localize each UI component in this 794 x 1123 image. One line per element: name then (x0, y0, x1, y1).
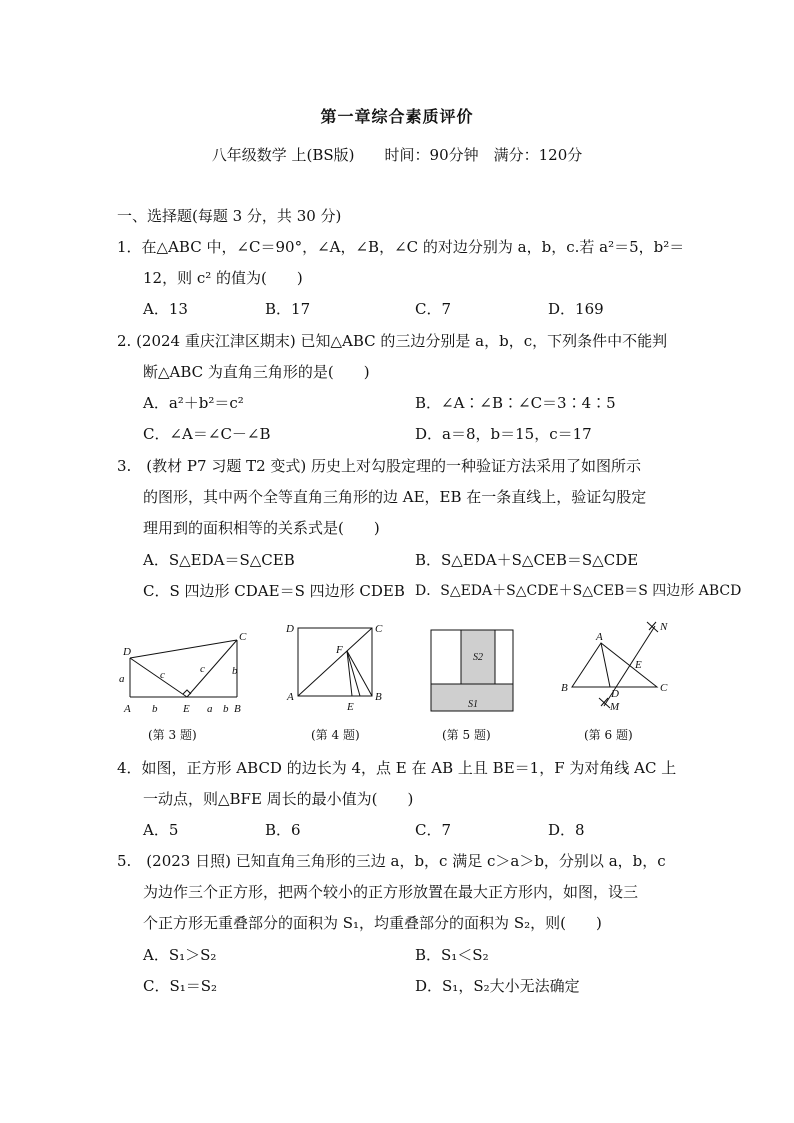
figure-5 (428, 627, 516, 717)
fig3-label-C: C (239, 631, 247, 643)
q2-option-d: D．a＝8，b＝15，c＝17 (415, 425, 592, 443)
q1-line1: 1．在△ABC 中，∠C＝90°，∠A，∠B，∠C 的对边分别为 a，b，c.若 a²＝5，b²＝ (117, 238, 685, 256)
figure-6-caption: (第 6 题) (584, 728, 633, 742)
q1-option-a: A．13 (143, 300, 188, 318)
fig4-label-A: A (287, 691, 294, 703)
fig3-side-ce (187, 640, 237, 697)
fig6-label-M: M (610, 701, 620, 713)
fig3-label-a-bottom: a (207, 703, 213, 715)
q4-line2: 一动点，则△BFE 周长的最小值为( ) (143, 790, 414, 808)
fig6-label-C: C (660, 682, 668, 694)
fig4-label-C: C (375, 623, 383, 635)
fig3-right-angle-mark (183, 690, 191, 694)
fig3-label-c-left: c (160, 669, 165, 681)
figure-4-caption: (第 4 题) (311, 728, 360, 742)
q5-option-d: D．S₁，S₂大小无法确定 (415, 977, 580, 995)
q3-line3: 理用到的面积相等的关系式是( ) (143, 519, 380, 537)
fig3-label-b-bottom-2: b (223, 703, 229, 715)
exam-info: 八年级数学 上(BS版) 时间：90分钟 满分：120分 (211, 146, 583, 164)
q5-option-b: B．S₁＜S₂ (415, 946, 489, 964)
figure-6 (555, 618, 680, 718)
q2-line1: 2. (2024 重庆江津区期末) 已知△ABC 的三边分别是 a，b，c，下列条件中不能判 (117, 332, 668, 350)
q3-option-c: C．S 四边形 CDAE＝S 四边形 CDEB (143, 582, 405, 600)
q2-option-c: C．∠A＝∠C－∠B (143, 425, 271, 443)
figure-5-diagram (428, 627, 516, 717)
section-heading: 一、选择题(每题 3 分，共 30 分) (117, 207, 342, 225)
fig3-label-A: A (124, 703, 131, 715)
fig6-label-B: B (561, 682, 568, 694)
q5-line3: 个正方形无重叠部分的面积为 S₁，均重叠部分的面积为 S₂，则( ) (143, 914, 602, 932)
q3-option-d: D．S△EDA＋S△CDE＋S△CEB＝S 四边形 ABCD (415, 583, 742, 599)
figure-3-caption: (第 3 题) (148, 728, 197, 742)
fig5-label-S1: S1 (468, 699, 478, 710)
q1-option-d: D．169 (548, 300, 604, 318)
q1-line2: 12，则 c² 的值为( ) (143, 269, 303, 287)
fig4-label-D: D (286, 623, 294, 635)
q2-line2: 断△ABC 为直角三角形的是( ) (143, 363, 370, 381)
fig4-segment-f-mid (347, 651, 360, 696)
q4-option-a: A．5 (143, 821, 179, 839)
figure-3-diagram (110, 628, 260, 718)
q5-option-a: A．S₁＞S₂ (143, 946, 217, 964)
fig3-label-b-bottom: b (152, 703, 158, 715)
q2-option-b: B．∠A∶∠B∶∠C＝3∶4∶5 (415, 394, 616, 412)
figure-3 (110, 628, 260, 718)
figure-4-diagram (280, 618, 390, 713)
fig3-label-b-right: b (232, 665, 238, 677)
q3-option-b: B．S△EDA＋S△CEB＝S△CDE (415, 551, 639, 569)
page-title: 第一章综合素质评价 (320, 107, 474, 126)
q1-option-c: C．7 (415, 300, 452, 318)
q4-option-c: C．7 (415, 821, 452, 839)
q5-line2: 为边作三个正方形，把两个较小的正方形放置在最大正方形内，如图，设三 (143, 883, 639, 901)
q3-line1: 3. (教材 P7 习题 T2 变式) 历史上对勾股定理的一种验证方法采用了如图所示 (117, 457, 642, 475)
fig6-triangle-abc (572, 643, 657, 687)
fig4-label-E: E (347, 701, 354, 713)
fig5-label-S2: S2 (473, 652, 483, 663)
fig6-label-A: A (596, 631, 603, 643)
q5-option-c: C．S₁＝S₂ (143, 977, 218, 995)
fig6-label-N: N (660, 621, 668, 633)
q4-option-d: D．8 (548, 821, 585, 839)
fig3-side-de (130, 658, 187, 697)
fig3-side-dc (130, 640, 237, 658)
fig6-label-E: E (635, 659, 642, 671)
fig3-label-c-right: c (200, 663, 205, 675)
fig4-diagonal-ac (298, 628, 372, 696)
fig4-label-F: F (336, 644, 343, 656)
fig3-label-a-left: a (119, 673, 125, 685)
fig4-label-B: B (375, 691, 382, 703)
fig3-label-D: D (123, 646, 131, 658)
q1-option-b: B．17 (265, 300, 311, 318)
fig6-label-D: D (611, 688, 619, 700)
fig3-label-B: B (234, 703, 241, 715)
q3-option-a: A．S△EDA＝S△CEB (143, 551, 295, 569)
q5-line1: 5. (2023 日照) 已知直角三角形的三边 a，b，c 满足 c＞a＞b，分别以 a，b，c (117, 852, 666, 870)
figure-4 (280, 618, 390, 713)
figure-5-caption: (第 5 题) (442, 728, 491, 742)
fig3-label-E: E (183, 703, 190, 715)
q2-option-a: A．a²＋b²＝c² (143, 394, 244, 412)
figure-6-diagram (555, 618, 680, 718)
q4-option-b: B．6 (265, 821, 301, 839)
q3-line2: 的图形，其中两个全等直角三角形的边 AE，EB 在一条直线上，验证勾股定 (143, 488, 647, 506)
q4-line1: 4．如图，正方形 ABCD 的边长为 4，点 E 在 AB 上且 BE＝1，F 为对角线 AC 上 (117, 759, 677, 777)
